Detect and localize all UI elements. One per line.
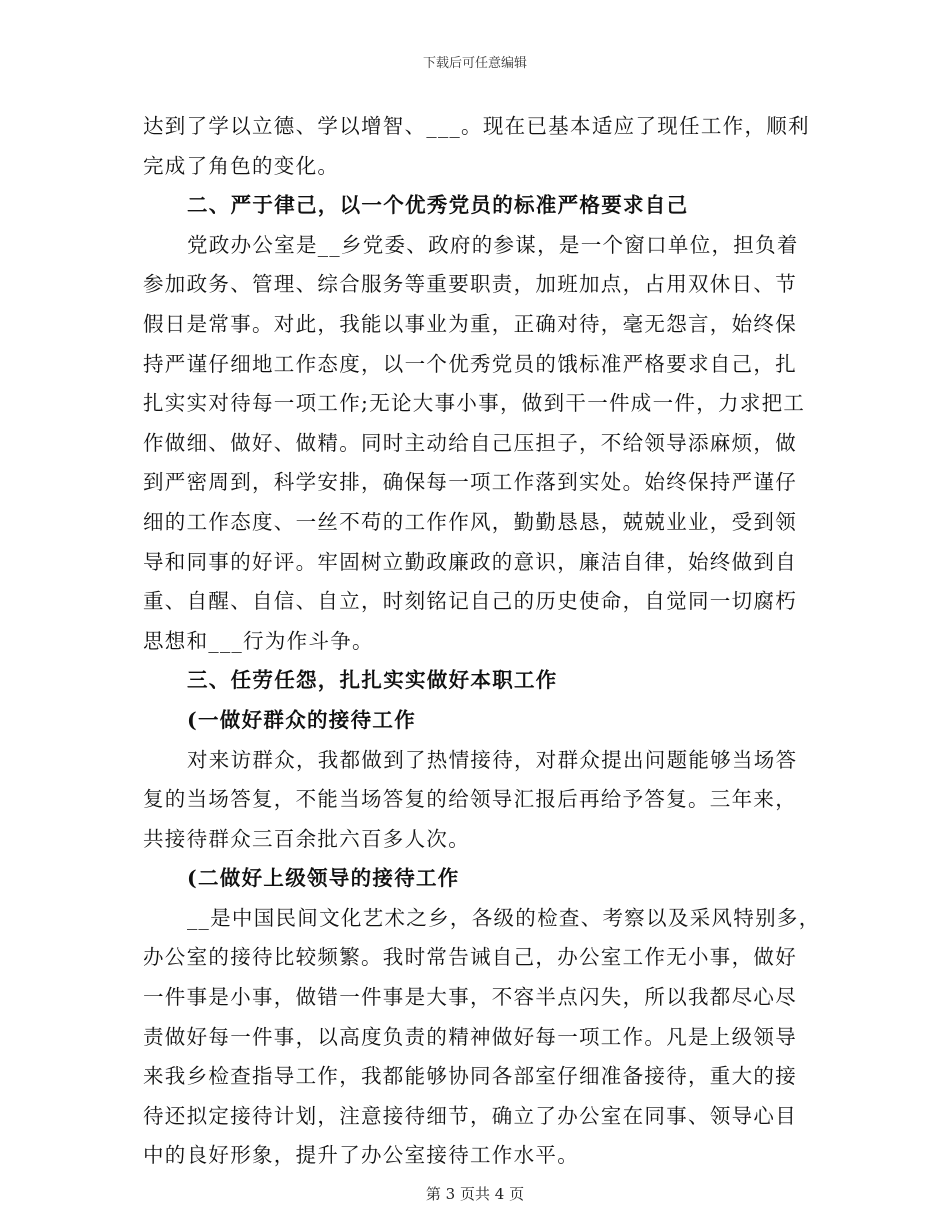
text-line: 导和同事的好评。牢固树立勤政廉政的意识，廉洁自律，始终做到自 <box>143 549 797 574</box>
text-line: 假日是常事。对此，我能以事业为重，正确对待，毫无怨言，始终保 <box>143 311 797 336</box>
text-line: 办公室的接待比较频繁。我时常告诫自己，办公室工作无小事，做好 <box>143 945 797 970</box>
text-line: 重、自醒、自信、自立，时刻铭记自己的历史使命，自觉同一切腐朽 <box>143 589 797 614</box>
text-line: 中的良好形象，提升了办公室接待工作水平。 <box>143 1143 579 1168</box>
section-heading: (一做好群众的接待工作 <box>187 707 416 732</box>
page-header: 下载后可任意编辑 <box>422 56 527 71</box>
text-line: 持严谨仔细地工作态度，以一个优秀党员的饿标准严格要求自己，扎 <box>143 351 797 376</box>
page-footer: 第 3 页共 4 页 <box>425 1185 525 1203</box>
text-line: 对来访群众，我都做到了热情接待，对群众提出问题能够当场答 <box>187 747 798 772</box>
text-line: 共接待群众三百余批六百多人次。 <box>143 826 470 851</box>
section-heading: (二做好上级领导的接待工作 <box>187 866 460 891</box>
text-line: 扎实实对待每一项工作;无论大事小事，做到干一件成一件，力求把工 <box>143 391 806 416</box>
section-heading: 二、严于律己，以一个优秀党员的标准严格要求自己 <box>187 193 689 218</box>
text-line: 思想和___行为作斗争。 <box>143 628 374 653</box>
text-line: 责做好每一件事，以高度负责的精神做好每一项工作。凡是上级领导 <box>143 1024 797 1049</box>
section-heading: 三、任劳任怨，扎扎实实做好本职工作 <box>187 668 558 693</box>
text-line: 到严密周到，科学安排，确保每一项工作落到实处。始终保持严谨仔 <box>143 470 797 495</box>
text-line: 参加政务、管理、综合服务等重要职责，加班加点，占用双休日、节 <box>143 272 797 297</box>
document-body <box>143 107 821 1176</box>
text-line: 达到了学以立德、学以增智、___。现在已基本适应了现任工作，顺利 <box>143 114 810 138</box>
text-line: 待还拟定接待计划，注意接待细节，确立了办公室在同事、领导心目 <box>143 1103 797 1128</box>
text-line: 完成了角色的变化。 <box>143 153 340 178</box>
text-line: 来我乡检查指导工作，我都能够协同各部室仔细准备接待，重大的接 <box>143 1064 797 1089</box>
text-line: 复的当场答复，不能当场答复的给领导汇报后再给予答复。三年来， <box>143 787 797 812</box>
text-line: 党政办公室是__乡党委、政府的参谋，是一个窗口单位，担负着 <box>187 232 799 257</box>
text-line: 作做细、做好、做精。同时主动给自己压担子，不给领导添麻烦，做 <box>143 430 797 455</box>
text-line: 细的工作态度、一丝不苟的工作作风，勤勤恳恳，兢兢业业，受到领 <box>143 509 797 534</box>
text-line: 一件事是小事，做错一件事是大事，不容半点闪失，所以我都尽心尽 <box>143 985 797 1010</box>
text-line: __是中国民间文化艺术之乡，各级的检查、考察以及采风特别多， <box>187 905 821 930</box>
